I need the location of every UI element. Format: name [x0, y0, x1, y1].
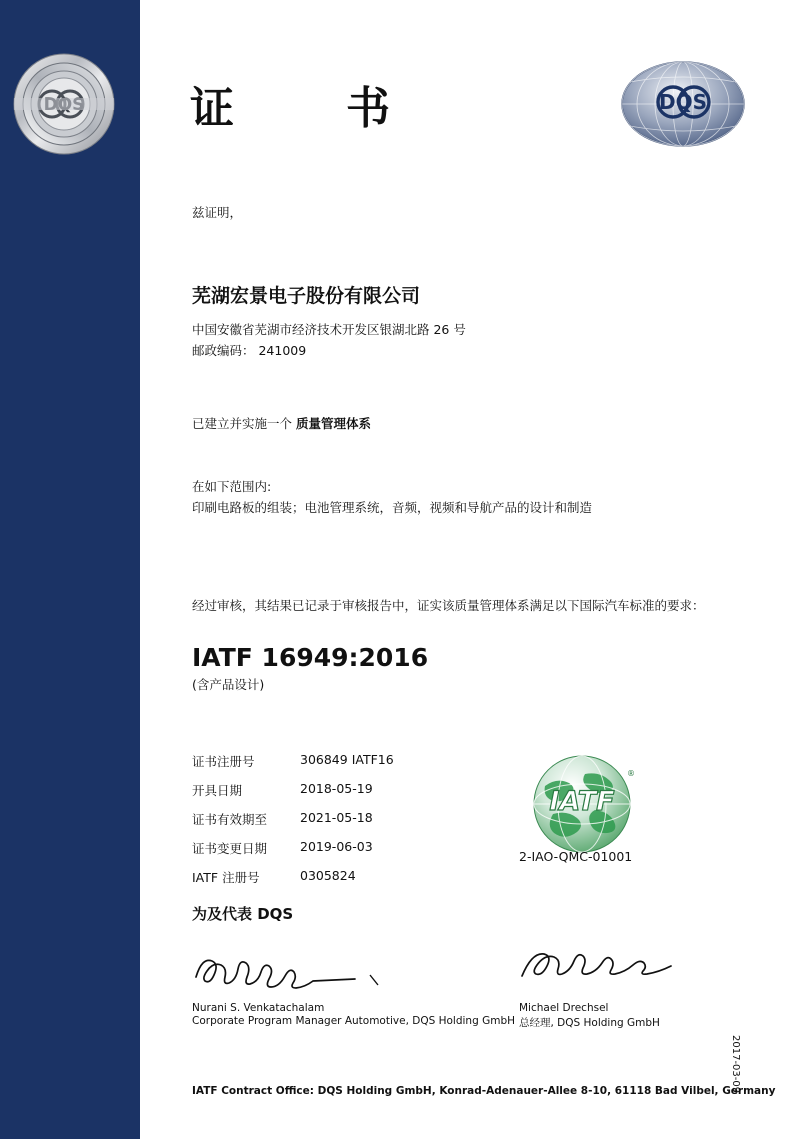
- dqs-seal-icon: [12, 52, 117, 157]
- signature-left: [192, 945, 402, 990]
- statement-emphasis: 质量管理体系: [295, 416, 371, 431]
- detail-label: 开具日期: [192, 783, 243, 798]
- svg-text:IATF: IATF: [549, 786, 615, 817]
- company-postal-code: 邮政编码： 241009: [192, 343, 307, 358]
- table-row: [192, 810, 394, 839]
- svg-text:®: ®: [627, 769, 635, 778]
- intro-text: 兹证明，: [192, 205, 243, 220]
- audit-result-text: 经过审核，其结果已记录于审核报告中，证实该质量管理体系满足以下国际汽车标准的要求：: [192, 598, 705, 613]
- certificate-details-table: [192, 752, 394, 897]
- detail-value: 2018-05-19: [300, 781, 373, 796]
- detail-label: 证书变更日期: [192, 841, 268, 856]
- signatory-role-left: Corporate Program Manager Automotive, DQS Holding GmbH: [192, 1015, 515, 1027]
- side-revision-date: 2017-03-09: [730, 1035, 741, 1094]
- standard-note: (含产品设计): [192, 677, 265, 692]
- detail-value: 0305824: [300, 868, 356, 883]
- standard-name: IATF 16949:2016: [192, 643, 429, 672]
- statement-line: [192, 414, 371, 432]
- left-navy-band: [0, 0, 140, 1139]
- table-row: [192, 868, 394, 897]
- on-behalf-of-label: 为及代表 DQS: [192, 905, 294, 923]
- detail-label: 证书有效期至: [192, 812, 268, 827]
- iatf-globe-icon: [523, 752, 641, 857]
- iatf-office-code: 2-IAO-QMC-01001: [519, 849, 633, 864]
- statement-prefix: 已建立并实施一个: [192, 416, 296, 431]
- scope-text: 印刷电路板的组装；电池管理系统，音频，视频和导航产品的设计和制造: [192, 500, 593, 515]
- table-row: [192, 839, 394, 868]
- company-name: 芜湖宏景电子股份有限公司: [192, 285, 421, 307]
- signatory-name-right: Michael Drechsel: [519, 1002, 609, 1014]
- svg-text:DQS: DQS: [658, 90, 708, 114]
- detail-label: 证书注册号: [192, 754, 255, 769]
- detail-value: 2021-05-18: [300, 810, 373, 825]
- signature-right: [520, 940, 730, 985]
- table-row: [192, 781, 394, 810]
- page-title: 证 书: [190, 83, 424, 134]
- footer-contact-office: IATF Contract Office: DQS Holding GmbH, Konrad-Adenauer-Allee 8-10, 61118 Bad Vilbel, Germany: [192, 1085, 776, 1097]
- signatory-role-right: 总经理, DQS Holding GmbH: [519, 1017, 660, 1029]
- table-row: [192, 752, 394, 781]
- dqs-logo: [620, 58, 746, 150]
- signatory-name-left: Nurani S. Venkatachalam: [192, 1002, 325, 1014]
- company-address-line1: 中国安徽省芜湖市经济技术开发区银湖北路 26 号: [192, 322, 466, 337]
- scope-label: 在如下范围内:: [192, 479, 272, 494]
- detail-value: 2019-06-03: [300, 839, 373, 854]
- detail-value: 306849 IATF16: [300, 752, 394, 767]
- detail-label: IATF 注册号: [192, 870, 260, 885]
